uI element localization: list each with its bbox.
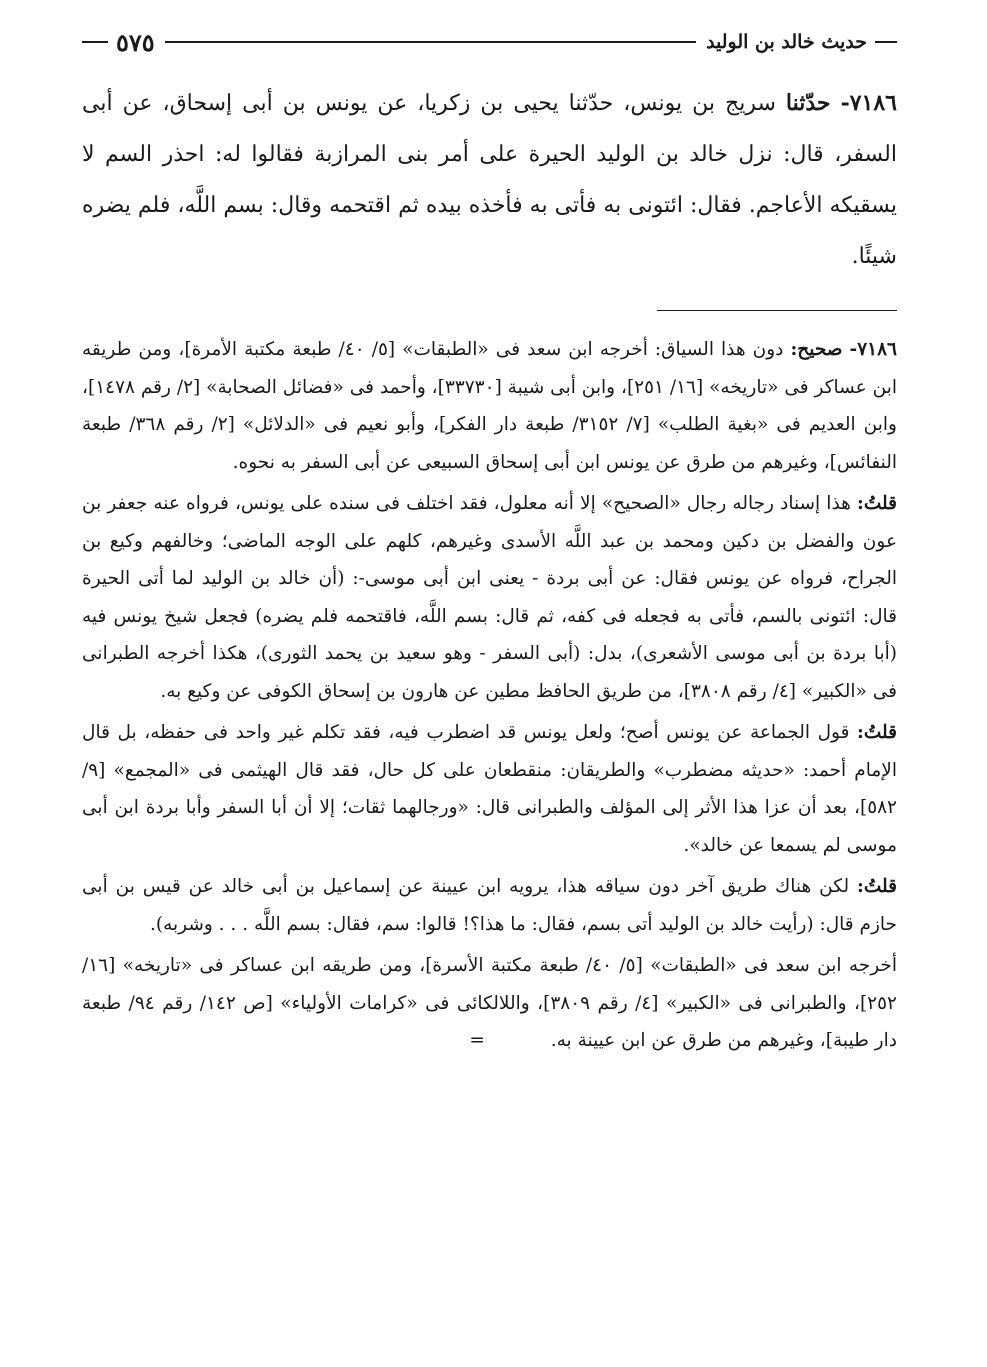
footnote-number: ٧١٨٦- — [849, 339, 897, 360]
footnote-qultu-1 — [82, 485, 897, 710]
footnote-takhrij-2 — [82, 947, 897, 1060]
qultu-3-text: لكن هناك طريق آخر دون سياقه هذا، يرويه ابن عيينة عن إسماعيل بن أبى خالد عن قيس بن أبى حازم قال: (رأيت خالد بن الوليد أتى بسم، فقال: ما هذا؟! قالوا: سم، فقال: بسم اللَّه . . . وشربه). — [82, 876, 897, 935]
running-title: حديث خالد بن الوليد — [706, 31, 867, 53]
qultu-lead: قلتُ: — [857, 722, 897, 743]
page-number: ٥٧٥ — [116, 27, 155, 57]
qultu-1-text: هذا إسناد رجاله رجال «الصحيح» إلا أنه معلول، فقد اختلف فى سنده على يونس، فرواه عنه جعفر بن عون والفضل بن دكين ومحمد بن عبد اللَّه الأسدى وغيرهم، كلهم على الوجه الماضى؛ وخالفهم وكيع بن الجراح، فرواه عن يونس فقال: عن أبى بردة - يعنى ابن أبى موسى-: (أن خالد بن الوليد لما أتى الحيرة قال: ائتونى بالسم، فأتى به فجعله فى كفه، ثم قال: بسم اللَّه، فاقتحمه فلم يضره) فجعل شيخ يونس فيه (أبا بردة بن أبى موسى الأشعرى)، بدل: (أبى السفر - وهو سعيد بن يحمد الثورى)، هكذا أخرجه الطبرانى فى «الكبير» [٤/ رقم ٣٨٠٨]، من طريق الحافظ مطين عن هارون بن إسحاق الكوفى عن وكيع به. — [82, 493, 897, 702]
footnote-grade: صحيح: — [790, 339, 843, 360]
footnote-qultu-2 — [82, 714, 897, 864]
header-dash-left — [82, 41, 108, 43]
hadith-text — [82, 78, 897, 282]
header-rule — [165, 41, 696, 43]
hadith-body: سريج بن يونس، حدّثنا يحيى بن زكريا، عن يونس بن أبى إسحاق، عن أبى السفر، قال: نزل خالد بن الوليد الحيرة على أمر بنى المرازبة فقالوا له: احذر السم لا يسقيكه الأعاجم. فقال: ائتونى به فأتى به فأخذه بيده ثم اقتحمه وقال: بسم اللَّه، فلم يضره شيئًا. — [82, 91, 897, 269]
qultu-lead: قلتُ: — [857, 493, 897, 514]
qultu-2-text: قول الجماعة عن يونس أصح؛ ولعل يونس قد اضطرب فيه، فقد تكلم غير واحد فى حفظه، بل قال الإمام أحمد: «حديثه مضطرب» والطريقان: منقطعان على كل حال، فقد قال الهيثمى فى «المجمع» [٩/ ٥٨٢]، بعد أن عزا هذا الأثر إلى المؤلف والطبرانى قال: «ورجالهما ثقات؛ إلا أن أبا السفر وأبا بردة ابن أبى موسى لم يسمعا عن خالد». — [82, 722, 897, 856]
footnotes — [82, 331, 897, 1060]
takhrij-2-text: أخرجه ابن سعد فى «الطبقات» [٥/ ٤٠/ طبعة مكتبة الأسرة]، ومن طريقه ابن عساكر فى «تاريخه» [١٦/ ٢٥٢]، والطبرانى فى «الكبير» [٤/ رقم ٣٨٠٩]، واللالكائى فى «كرامات الأولياء» [ص ١٤٢/ رقم ٩٤/ طبعة دار طيبة]، وغيرهم من طرق عن ابن عيينة به. — [82, 955, 898, 1051]
footnote-takhrij — [82, 331, 897, 481]
hadith-number: ٧١٨٦- — [840, 90, 897, 116]
qultu-lead: قلتُ: — [857, 876, 897, 897]
running-header — [82, 24, 897, 60]
document-page — [82, 24, 897, 1060]
footnote-qultu-3 — [82, 868, 897, 943]
continuation-mark: = — [469, 1030, 485, 1051]
footnote-takhrij-text: دون هذا السياق: أخرجه ابن سعد فى «الطبقات» [٥/ ٤٠/ طبعة مكتبة الأمرة]، ومن طريقه ابن عساكر فى «تاريخه» [١٦/ ٢٥١]، وابن أبى شيبة [٣٣٧٣٠]، وأحمد فى «فضائل الصحابة» [٢/ رقم ١٤٧٨]، وابن العديم فى «بغية الطلب» [٧/ ٣١٥٢/ طبعة دار الفكر]، وأبو نعيم فى «الدلائل» [٢/ رقم ٣٦٨/ طبعة النفائس]، وغيرهم من طرق عن يونس ابن أبى إسحاق السبيعى عن أبى السفر به نحوه. — [82, 339, 897, 473]
footnote-separator — [657, 310, 897, 311]
header-dash-right — [875, 41, 897, 43]
hadith-opening: حدّثنا — [785, 90, 831, 116]
